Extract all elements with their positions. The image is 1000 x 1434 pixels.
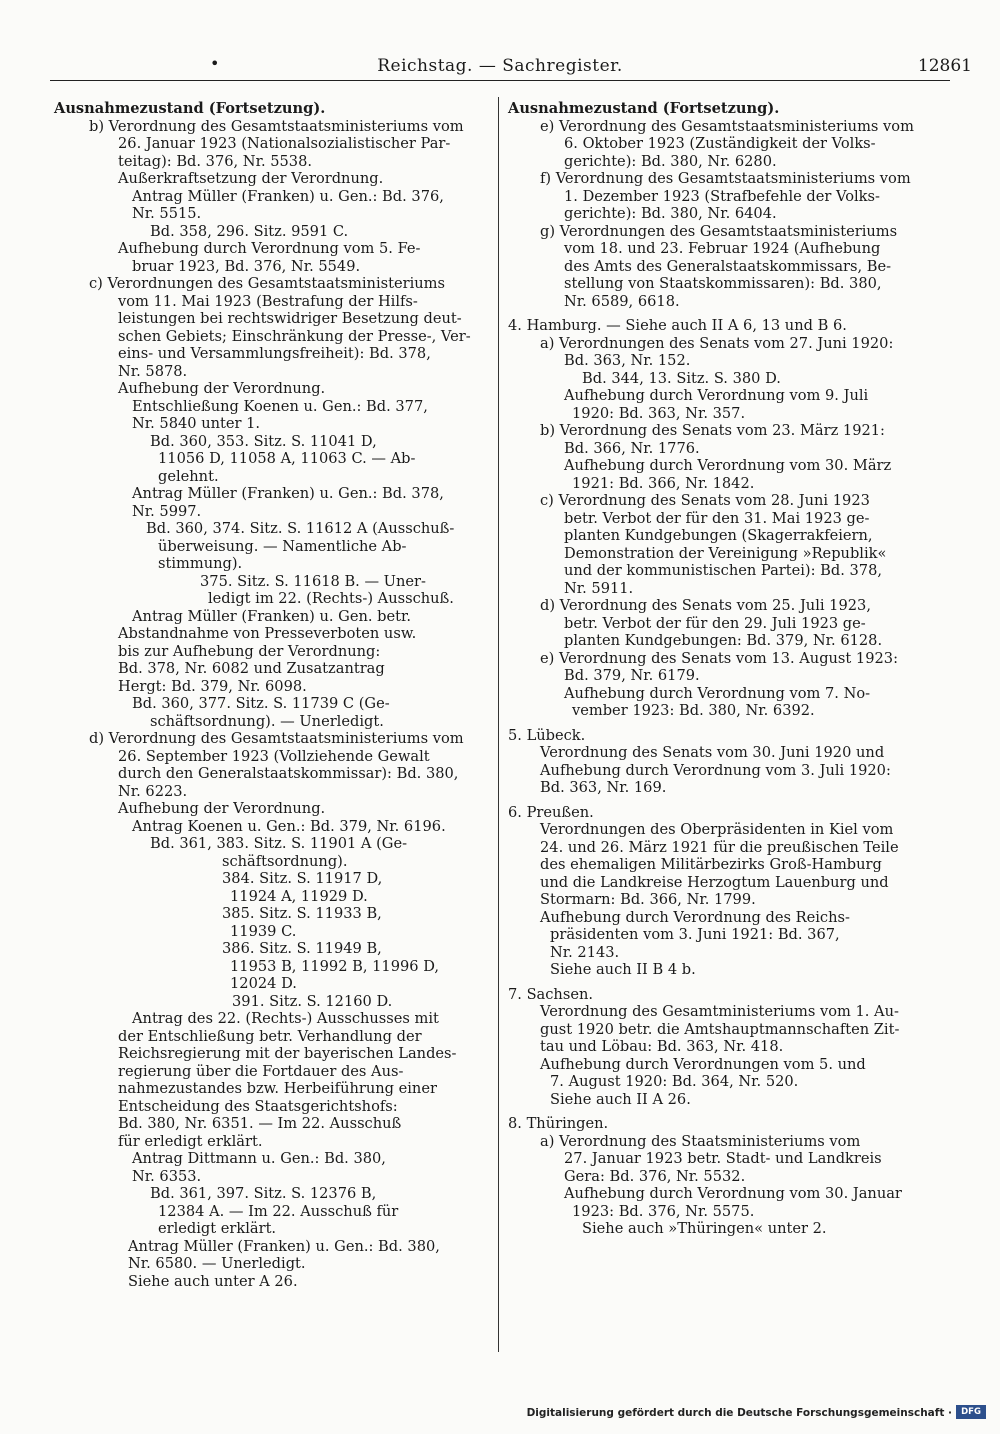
index-line: Bd. 380, Nr. 6351. — Im 22. Ausschuß bbox=[118, 1115, 402, 1132]
index-line: e) Verordnung des Senats vom 13. August 1923: bbox=[540, 649, 898, 667]
index-line: Demonstration der Vereinigung »Republik« bbox=[564, 544, 887, 562]
index-line: Reichsregierung mit der bayerischen Landes- bbox=[118, 1045, 457, 1062]
index-line: Aufhebung durch Verordnungen vom 5. und bbox=[540, 1055, 866, 1073]
running-title: Reichstag. — Sachregister. bbox=[377, 56, 623, 76]
index-line: für erledigt erklärt. bbox=[118, 1132, 263, 1150]
index-line: Nr. 6223. bbox=[118, 782, 188, 800]
index-line: Bd. 360, 353. Sitz. S. 11041 D, bbox=[150, 432, 377, 450]
index-line: Bd. 360, 374. Sitz. S. 11612 A (Ausschuß- bbox=[146, 520, 455, 537]
index-line: erledigt erklärt. bbox=[158, 1220, 277, 1237]
right-column bbox=[508, 100, 942, 1238]
index-line: Bd. 344, 13. Sitz. S. 380 D. bbox=[582, 369, 781, 387]
index-line: 375. Sitz. S. 11618 B. — Uner- bbox=[200, 572, 426, 590]
index-line: 6. Oktober 1923 (Zuständigkeit der Volks- bbox=[564, 135, 876, 152]
index-line: nahmezustandes bzw. Herbeiführung einer bbox=[118, 1080, 437, 1097]
index-line: Aufhebung der Verordnung. bbox=[118, 800, 326, 817]
entry-heading: Ausnahmezustand (Fortsetzung). bbox=[508, 100, 780, 117]
index-line: Siehe auch II A 26. bbox=[550, 1090, 691, 1108]
index-line: Bd. 379, Nr. 6179. bbox=[564, 667, 700, 684]
index-line: Nr. 6580. — Unerledigt. bbox=[128, 1255, 306, 1272]
index-line: c) Verordnungen des Gesamtstaatsministeriums bbox=[89, 275, 445, 292]
index-line: gelehnt. bbox=[158, 467, 219, 485]
index-line: Antrag Müller (Franken) u. Gen. betr. bbox=[132, 607, 411, 625]
index-line: Abstandnahme von Presseverboten usw. bbox=[118, 625, 417, 642]
index-line: regierung über die Fortdauer des Aus- bbox=[118, 1062, 404, 1080]
index-line: Nr. 5515. bbox=[132, 205, 202, 222]
index-line: Aufhebung durch Verordnung vom 5. Fe- bbox=[118, 240, 421, 257]
index-line: planten Kundgebungen (Skagerrakfeiern, bbox=[564, 527, 873, 544]
index-line: Aufhebung durch Verordnung des Reichs- bbox=[540, 908, 850, 926]
index-line: 11056 D, 11058 A, 11063 C. — Ab- bbox=[158, 450, 416, 467]
index-line: Antrag Müller (Franken) u. Gen.: Bd. 376, bbox=[132, 187, 444, 205]
index-line: c) Verordnung des Senats vom 28. Juni 1923 bbox=[540, 492, 870, 509]
index-line: planten Kundgebungen: Bd. 379, Nr. 6128. bbox=[564, 632, 883, 649]
index-line: Aufhebung durch Verordnung vom 30. Januar bbox=[564, 1185, 902, 1202]
index-line: 12024 D. bbox=[230, 975, 297, 992]
index-line: Entschließung Koenen u. Gen.: Bd. 377, bbox=[132, 397, 428, 415]
index-line: f) Verordnung des Gesamtstaatsministeriums vom bbox=[540, 170, 911, 187]
index-line: Bd. 363, Nr. 152. bbox=[564, 352, 691, 369]
index-line: Bd. 361, 383. Sitz. S. 11901 A (Ge- bbox=[150, 835, 408, 852]
index-line: schäftsordnung). — Unerledigt. bbox=[150, 712, 384, 730]
index-line: 24. und 26. März 1921 für die preußischen Teile bbox=[540, 838, 899, 856]
column-divider bbox=[498, 97, 499, 1352]
index-line: und der kommunistischen Partei): Bd. 378, bbox=[564, 562, 882, 579]
index-line: Nr. 5997. bbox=[132, 502, 202, 520]
index-line: 1923: Bd. 376, Nr. 5575. bbox=[572, 1202, 755, 1220]
index-line: bis zur Aufhebung der Verordnung: bbox=[118, 642, 381, 660]
index-line: des ehemaligen Militärbezirks Groß-Hamburg bbox=[540, 856, 882, 873]
index-line: gerichte): Bd. 380, Nr. 6404. bbox=[564, 205, 777, 222]
dfg-logo: DFG bbox=[956, 1405, 986, 1419]
left-column bbox=[54, 100, 486, 1290]
index-line: und die Landkreise Herzogtum Lauenburg und bbox=[540, 873, 889, 891]
index-line: der Entschließung betr. Verhandlung der bbox=[118, 1027, 422, 1045]
index-line: Verordnungen des Oberpräsidenten in Kiel vom bbox=[540, 821, 894, 838]
index-line: Aufhebung der Verordnung. bbox=[118, 380, 326, 397]
index-line: tau und Löbau: Bd. 363, Nr. 418. bbox=[540, 1038, 784, 1055]
index-line: Antrag Müller (Franken) u. Gen.: Bd. 378, bbox=[132, 485, 444, 502]
index-line: des Amts des Generalstaatskommissars, Be- bbox=[564, 257, 892, 275]
index-line: Stormarn: Bd. 366, Nr. 1799. bbox=[540, 891, 756, 908]
index-line: 11939 C. bbox=[230, 922, 297, 940]
index-line: Hergt: Bd. 379, Nr. 6098. bbox=[118, 677, 307, 695]
index-line: 391. Sitz. S. 12160 D. bbox=[232, 992, 393, 1010]
index-line: ledigt im 22. (Rechts-) Ausschuß. bbox=[208, 590, 454, 607]
index-line: betr. Verbot der für den 31. Mai 1923 ge- bbox=[564, 509, 870, 527]
index-line: 386. Sitz. S. 11949 B, bbox=[222, 940, 382, 957]
index-line: bruar 1923, Bd. 376, Nr. 5549. bbox=[132, 257, 361, 275]
index-line: vom 18. und 23. Februar 1924 (Aufhebung bbox=[564, 240, 881, 257]
index-line: Aufhebung durch Verordnung vom 9. Juli bbox=[564, 387, 869, 404]
index-line: 7. August 1920: Bd. 364, Nr. 520. bbox=[550, 1073, 799, 1090]
index-line: 11953 B, 11992 B, 11996 D, bbox=[230, 957, 440, 975]
index-line: Bd. 378, Nr. 6082 und Zusatzantrag bbox=[118, 660, 385, 677]
index-line: Aufhebung durch Verordnung vom 3. Juli 1920: bbox=[540, 761, 891, 779]
index-line: b) Verordnung des Senats vom 23. März 1921: bbox=[540, 422, 885, 439]
index-line: Antrag Koenen u. Gen.: Bd. 379, Nr. 6196. bbox=[132, 817, 446, 835]
entry-heading: Ausnahmezustand (Fortsetzung). bbox=[54, 100, 326, 117]
header-dot: • bbox=[210, 54, 220, 73]
index-line: Bd. 361, 397. Sitz. S. 12376 B, bbox=[150, 1185, 377, 1202]
index-line: Nr. 5911. bbox=[564, 579, 634, 597]
index-line: vom 11. Mai 1923 (Bestrafung der Hilfs- bbox=[118, 292, 418, 310]
index-line: überweisung. — Namentliche Ab- bbox=[158, 537, 407, 555]
section-gap bbox=[508, 720, 942, 727]
index-line: 5. Lübeck. bbox=[508, 726, 586, 744]
index-line: Siehe auch unter A 26. bbox=[128, 1272, 298, 1290]
index-line: Bd. 363, Nr. 169. bbox=[540, 779, 667, 796]
index-line: 26. Januar 1923 (Nationalsozialistischer Par- bbox=[118, 135, 451, 152]
index-line: gerichte): Bd. 380, Nr. 6280. bbox=[564, 152, 777, 170]
index-line: d) Verordnung des Gesamtstaatsministeriums vom bbox=[89, 730, 464, 747]
index-line: 385. Sitz. S. 11933 B, bbox=[222, 905, 382, 922]
index-line: Nr. 5840 unter 1. bbox=[132, 415, 261, 432]
index-line: 26. September 1923 (Vollziehende Gewalt bbox=[118, 747, 430, 765]
index-line: 384. Sitz. S. 11917 D, bbox=[222, 870, 383, 887]
index-line: schäftsordnung). bbox=[222, 852, 348, 870]
index-line: leistungen bei rechtswidriger Besetzung deut- bbox=[118, 310, 462, 327]
index-line: a) Verordnung des Staatsministeriums vom bbox=[540, 1132, 861, 1150]
index-line: durch den Generalstaatskommissar): Bd. 380, bbox=[118, 765, 459, 782]
index-line: 12384 A. — Im 22. Ausschuß für bbox=[158, 1202, 399, 1220]
digitization-credit: Digitalisierung gefördert durch die Deutsche Forschungsgemeinschaft · bbox=[526, 1407, 952, 1419]
index-line: 27. Januar 1923 betr. Stadt- und Landkreis bbox=[564, 1150, 882, 1167]
section-gap bbox=[508, 310, 942, 317]
index-line: betr. Verbot der für den 29. Juli 1923 ge- bbox=[564, 614, 866, 632]
index-line: 1921: Bd. 366, Nr. 1842. bbox=[572, 474, 755, 492]
page-number: 12861 bbox=[917, 56, 972, 76]
index-line: Nr. 6589, 6618. bbox=[564, 292, 680, 310]
index-line: 11924 A, 11929 D. bbox=[230, 887, 368, 905]
index-line: Gera: Bd. 376, Nr. 5532. bbox=[564, 1167, 746, 1185]
index-line: a) Verordnungen des Senats vom 27. Juni 1920: bbox=[540, 334, 894, 352]
index-line: präsidenten vom 3. Juni 1921: Bd. 367, bbox=[550, 926, 840, 943]
section-gap bbox=[508, 797, 942, 804]
index-line: Siehe auch II B 4 b. bbox=[550, 961, 696, 978]
index-line: 8. Thüringen. bbox=[508, 1115, 609, 1132]
index-line: Verordnung des Senats vom 30. Juni 1920 und bbox=[540, 744, 885, 761]
index-line: Verordnung des Gesamtministeriums vom 1. Au- bbox=[540, 1003, 899, 1020]
index-line: Bd. 366, Nr. 1776. bbox=[564, 439, 700, 457]
index-line: stimmung). bbox=[158, 555, 243, 572]
index-line: Bd. 360, 377. Sitz. S. 11739 C (Ge- bbox=[132, 695, 390, 712]
index-line: Nr. 5878. bbox=[118, 362, 188, 380]
index-line: e) Verordnung des Gesamtstaatsministeriums vom bbox=[540, 117, 914, 135]
index-line: g) Verordnungen des Gesamtstaatsministeriums bbox=[540, 222, 898, 240]
index-line: b) Verordnung des Gesamtstaatsministeriums vom bbox=[89, 117, 464, 135]
index-line: 1920: Bd. 363, Nr. 357. bbox=[572, 404, 746, 422]
index-line: gust 1920 betr. die Amtshauptmannschaften Zit- bbox=[540, 1020, 900, 1038]
index-line: 6. Preußen. bbox=[508, 803, 594, 821]
index-line: Aufhebung durch Verordnung vom 7. No- bbox=[564, 684, 871, 702]
index-line: 7. Sachsen. bbox=[508, 985, 593, 1003]
index-line: eins- und Versammlungsfreiheit): Bd. 378, bbox=[118, 345, 431, 362]
index-line: Entscheidung des Staatsgerichtshofs: bbox=[118, 1097, 398, 1115]
index-line: Antrag Dittmann u. Gen.: Bd. 380, bbox=[132, 1150, 386, 1167]
index-line: Antrag Müller (Franken) u. Gen.: Bd. 380, bbox=[128, 1237, 440, 1255]
index-line: Siehe auch »Thüringen« unter 2. bbox=[582, 1220, 827, 1237]
index-line: 1. Dezember 1923 (Strafbefehle der Volks- bbox=[564, 187, 880, 205]
index-line: 4. Hamburg. — Siehe auch II A 6, 13 und B 6. bbox=[508, 317, 847, 334]
index-line: Nr. 2143. bbox=[550, 943, 620, 961]
index-line: d) Verordnung des Senats vom 25. Juli 1923, bbox=[540, 597, 871, 614]
index-line: teitag): Bd. 376, Nr. 5538. bbox=[118, 152, 313, 170]
section-gap bbox=[508, 1108, 942, 1115]
index-line: Nr. 6353. bbox=[132, 1167, 202, 1185]
index-line: vember 1923: Bd. 380, Nr. 6392. bbox=[572, 702, 815, 719]
header-rule bbox=[50, 80, 950, 81]
section-gap bbox=[508, 979, 942, 986]
index-line: Antrag des 22. (Rechts-) Ausschusses mit bbox=[132, 1010, 439, 1027]
index-line: schen Gebiets; Einschränkung der Presse-, Ver- bbox=[118, 327, 471, 345]
index-line: Aufhebung durch Verordnung vom 30. März bbox=[564, 457, 892, 474]
index-line: stellung von Staatskommissaren): Bd. 380, bbox=[564, 275, 882, 292]
index-line: Außerkraftsetzung der Verordnung. bbox=[118, 170, 384, 187]
index-line: Bd. 358, 296. Sitz. 9591 C. bbox=[150, 222, 349, 240]
page-header bbox=[0, 56, 1000, 80]
